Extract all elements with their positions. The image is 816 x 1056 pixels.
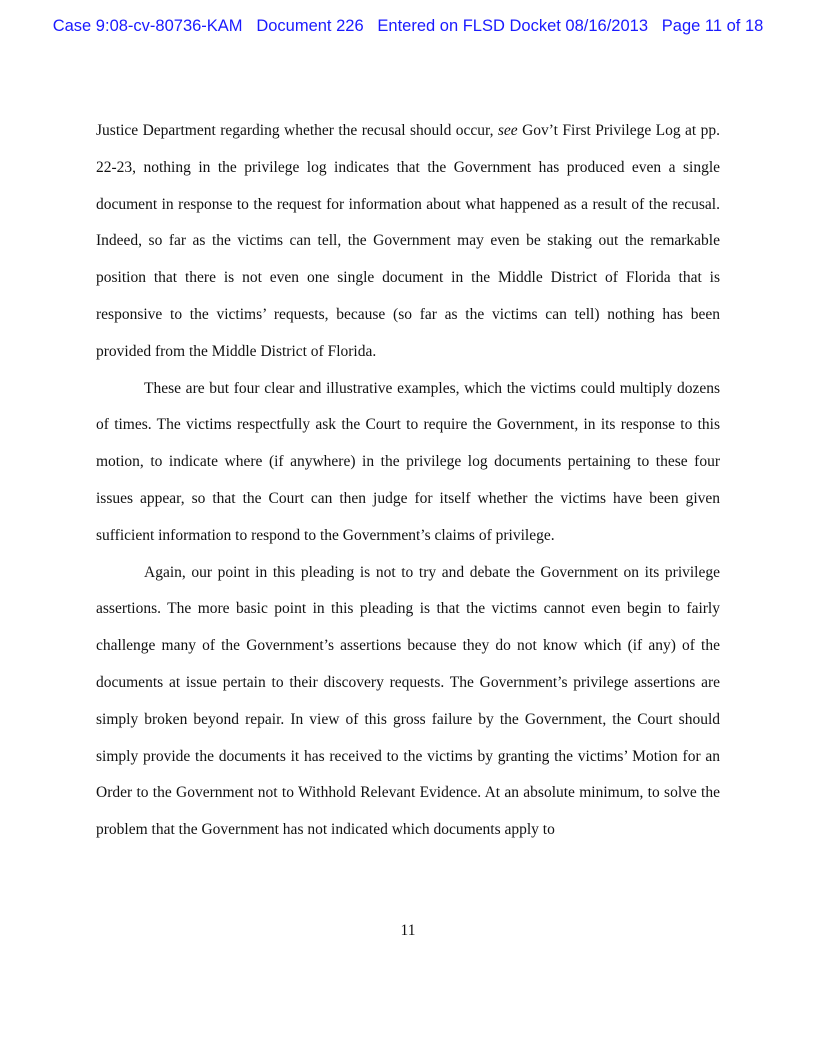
- paragraph-2: These are but four clear and illustrative examples, which the victims could multiply dozens of times. The victims respectfully ask the Court to require the Government, in its response to this motion, to indicate where (if anywhere) in the privilege log documents pertaining to these four issues appear, so that the Court can then judge for itself whether the victims have been given sufficient information to respond to the Government’s claims of privilege.: [96, 379, 720, 544]
- docket-header: [0, 17, 816, 36]
- paragraph-1-text-a: Justice Department regarding whether the recusal should occur,: [96, 122, 498, 139]
- document-body: [96, 113, 720, 849]
- page-indicator: Page 11 of 18: [661, 17, 764, 35]
- page-number: 11: [400, 922, 416, 939]
- docket-entry: Entered on FLSD Docket 08/16/2013: [377, 17, 648, 35]
- paragraph-1-text-b: Gov’t First Privilege Log at pp. 22-23, nothing in the privilege log indicates that the Government has produced even a single document in response to the request for information about what happened as a result of the recusal. Indeed, so far as the victims can tell, the Government may even be staking out the remarkable position that there is not even one single document in the Middle District of Florida that is responsive to the victims’ requests, because (so far as the victims can tell) nothing has been provided from the Middle District of Florida.: [96, 122, 720, 360]
- document-number: Document 226: [256, 17, 364, 35]
- case-number: Case 9:08-cv-80736-KAM: [52, 17, 243, 35]
- paragraph-1-italic: see: [497, 122, 518, 139]
- paragraph-3: Again, our point in this pleading is not to try and debate the Government on its privilege assertions. The more basic point in this pleading is that the victims cannot even begin to fairly challenge many of the Government’s assertions because they do not know which (if any) of the documents at issue pertain to their discovery requests. The Government’s privilege assertions are simply broken beyond repair. In view of this gross failure by the Government, the Court should simply provide the documents it has received to the victims by granting the victims’ Motion for an Order to the Government not to Withhold Relevant Evidence. At an absolute minimum, to solve the problem that the Government has not indicated which documents apply to: [96, 563, 720, 839]
- paragraph-1: [96, 113, 720, 371]
